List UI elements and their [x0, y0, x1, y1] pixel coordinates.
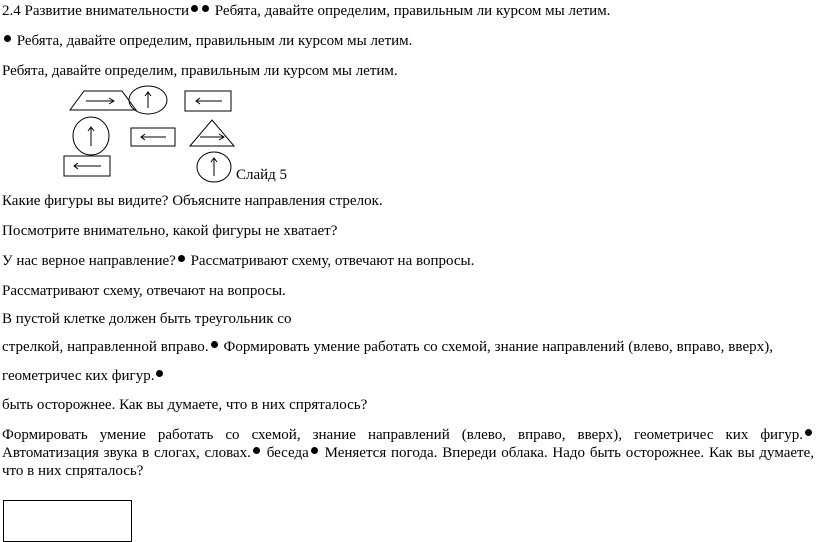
- story-question: быть осторожнее. Как вы думаете, что в них спряталось?: [2, 397, 368, 413]
- answer-explanation-cont: [2, 338, 773, 356]
- triangle-right-arrow-figure: [190, 120, 234, 146]
- circle-up-arrow-figure: [73, 117, 109, 155]
- question-3: [2, 252, 474, 270]
- answer-explanation-text: стрелкой, направленной вправо.: [2, 339, 209, 355]
- rectangle-left-arrow-figure: [131, 128, 175, 146]
- bullet-icon: [253, 447, 260, 454]
- summary-story: Меняется погода. Впереди облака. Надо быть осторожнее. Как вы думаете, что в них спряталось?: [2, 445, 815, 479]
- bullet-icon: [805, 429, 812, 436]
- summary-paragraph: [2, 426, 814, 480]
- goal-text-cont: [2, 367, 165, 385]
- circle-up-arrow-figure: [197, 152, 231, 182]
- bullet-icon: [211, 341, 218, 348]
- answer-3-text: Рассматривают схему, отвечают на вопросы.: [190, 253, 475, 269]
- question-3-text: У нас верное направление?: [2, 253, 176, 269]
- rectangle-left-arrow-figure: [185, 91, 231, 111]
- goal-text-tail: геометричес ких фигур.: [2, 368, 155, 384]
- text-line-2-text: Ребята, давайте определим, правильным ли курсом мы летим.: [16, 33, 413, 49]
- heading-prefix: 2.4 Развитие внимательности: [2, 3, 190, 19]
- circle-up-arrow-figure: [129, 86, 167, 114]
- question-1: Какие фигуры вы видите? Объясните направления стрелок.: [2, 193, 383, 209]
- summary-goal: Формировать умение работать со схемой, знание направлений (влево, вправо, вверх), геометричес ких фигур.: [2, 427, 803, 443]
- goal-text: Формировать умение работать со схемой, знание направлений (влево, вправо, вверх),: [223, 339, 774, 355]
- heading-suffix: Ребята, давайте определим, правильным ли курсом мы летим.: [214, 3, 611, 19]
- question-2: Посмотрите внимательно, какой фигуры не хватает?: [2, 223, 338, 239]
- triangle-right-arrow-figure: [70, 91, 136, 110]
- slide-caption: Слайд 5: [236, 167, 288, 183]
- text-line-3-text: Ребята, давайте определим, правильным ли курсом мы летим.: [2, 63, 398, 79]
- bullet-icon: [311, 447, 318, 454]
- bullet-icon: [178, 255, 185, 262]
- summary-automation: Автоматизация звука в слогах, словах.: [2, 445, 251, 461]
- empty-table-cell: [3, 500, 132, 542]
- bullet-icon: [156, 370, 163, 377]
- summary-method: беседа: [266, 445, 309, 461]
- rectangle-left-arrow-figure: [64, 156, 110, 176]
- answer-line: Рассматривают схему, отвечают на вопросы.: [2, 283, 286, 299]
- answer-explanation: В пустой клетке должен быть треугольник со: [2, 311, 292, 327]
